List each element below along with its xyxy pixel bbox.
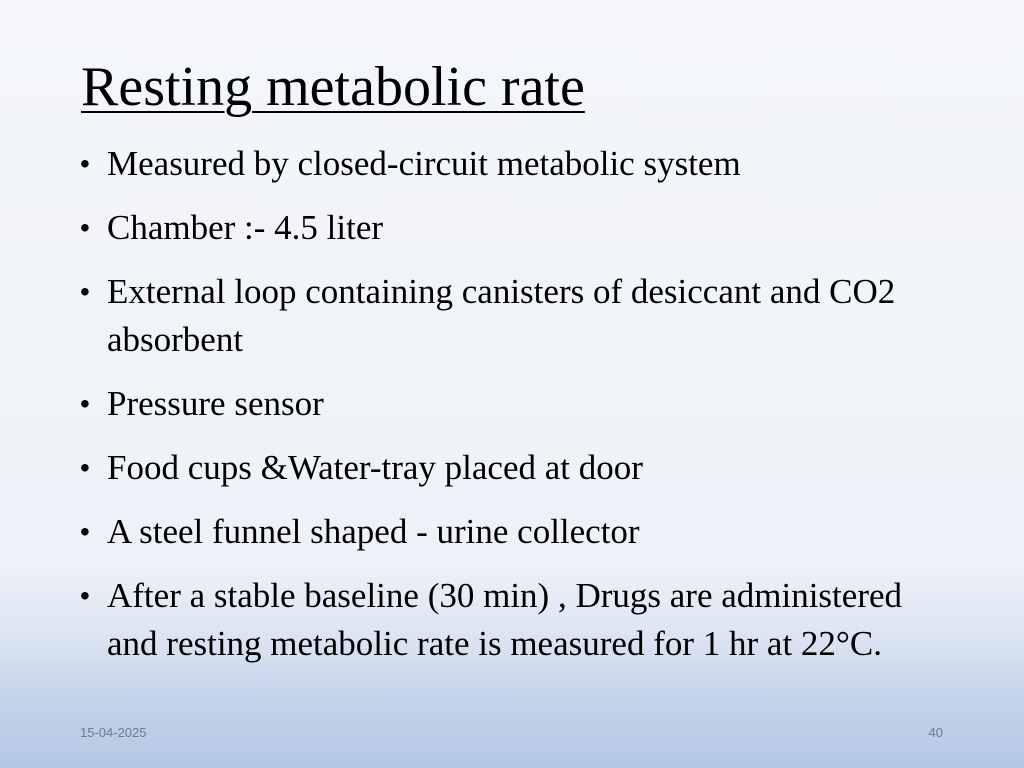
bullet-item <box>76 572 956 668</box>
bullet-text: Chamber :- 4.5 liter <box>107 208 384 247</box>
bullet-dot-icon: • <box>80 212 90 243</box>
bullet-item <box>76 268 956 364</box>
bullet-text: Food cups &Water-tray placed at door <box>107 448 643 487</box>
bullet-text: External loop containing canisters of desiccant and CO2 absorbent <box>107 272 896 359</box>
bullet-text: A steel funnel shaped - urine collector <box>107 512 640 551</box>
bullet-text: Measured by closed-circuit metabolic system <box>107 144 741 183</box>
bullet-dot-icon: • <box>80 148 90 179</box>
bullet-list <box>76 140 956 684</box>
bullet-item <box>76 508 956 556</box>
bullet-item <box>76 204 956 252</box>
bullet-text: Pressure sensor <box>107 384 324 423</box>
bullet-text: After a stable baseline (30 min) , Drugs are administered and resting metabolic rate is measured for 1 hr at 22°C. <box>107 576 903 663</box>
bullet-dot-icon: • <box>80 516 90 547</box>
bullet-dot-icon: • <box>80 580 90 611</box>
slide-title: Resting metabolic rate <box>81 56 585 118</box>
slide-number: 40 <box>928 725 943 740</box>
footer-date: 15-04-2025 <box>80 725 147 740</box>
bullet-dot-icon: • <box>80 452 90 483</box>
bullet-item <box>76 444 956 492</box>
bullet-item <box>76 140 956 188</box>
bullet-dot-icon: • <box>80 388 90 419</box>
bullet-dot-icon: • <box>80 276 90 307</box>
bullet-item <box>76 380 956 428</box>
